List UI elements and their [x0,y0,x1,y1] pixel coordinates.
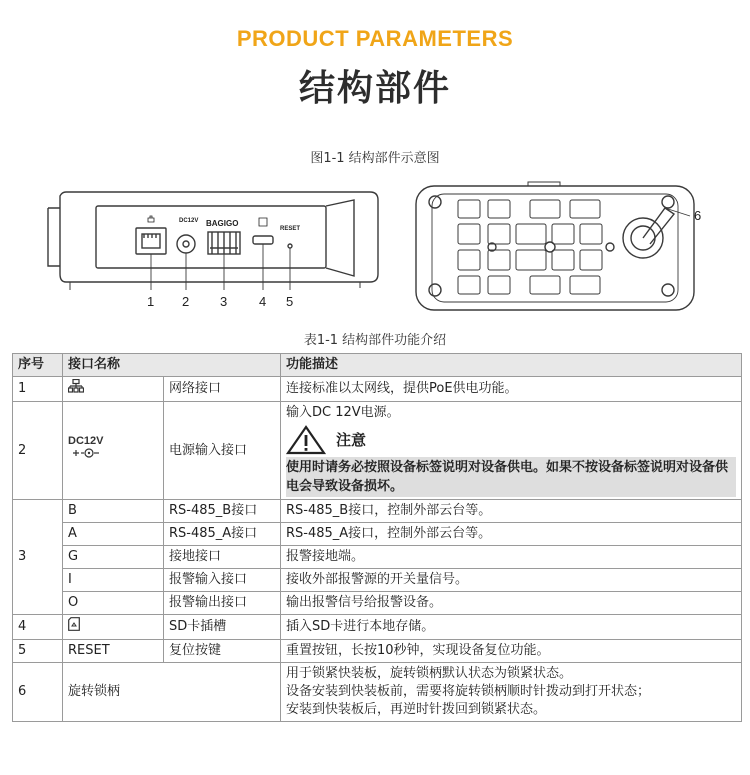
row-name: 报警输入接口 [164,569,281,592]
figure-caption: 图1-1 结构部件示意图 [310,151,440,166]
panel-labels [148,216,300,232]
row-desc: 报警接地端。 [281,546,742,569]
row-desc: 接收外部报警源的开关量信号。 [281,569,742,592]
row-name: 旋转锁柄 [63,663,281,722]
rear-panel-view [48,192,378,290]
title-english: PRODUCT PARAMETERS [236,26,514,51]
table-row [13,615,742,640]
row-desc-line: 用于锁紧快装板，旋转锁柄默认状态为锁紧状态。 [286,666,573,681]
row-name: 报警输出接口 [164,592,281,615]
table-row [13,592,742,615]
callout-2: 2 [182,294,190,309]
terminal-label: A [63,523,164,546]
bagigo-label: BAGIGO [206,219,239,228]
table-row [13,640,742,663]
dc-power-label: DC12V [68,435,104,447]
row-name: SD卡插槽 [164,615,281,640]
row-desc: RS-485_B接口，控制外部云台等。 [281,500,742,523]
reset-label: RESET [280,226,301,232]
header-desc: 功能描述 [281,354,742,377]
row-desc: 插入SD卡进行本地存储。 [281,615,742,640]
header-no: 序号 [13,354,63,377]
row-desc-line: 设备安装到快装板前，需要将旋转锁柄顺时针拨动到打开状态； [286,684,651,699]
row-no: 3 [13,500,63,615]
table-row [13,523,742,546]
table-row [13,377,742,402]
warning-icon [286,425,326,455]
parameters-table [12,353,742,722]
callout-1: 1 [147,294,155,309]
bottom-view [416,182,694,310]
device-drawing [40,178,740,318]
warning-heading [286,425,736,455]
terminal-label: I [63,569,164,592]
callout-4: 4 [259,294,267,309]
row-name: RS-485_A接口 [164,523,281,546]
row-desc [281,663,742,722]
warning-body: 使用时请务必按照设备标签说明对设备供电。如果不按设备标签说明对设备供电会导致设备损坏。 [286,457,736,497]
row-name: 接地接口 [164,546,281,569]
callout-5: 5 [286,294,294,309]
row-name: 复位按键 [164,640,281,663]
row-desc: 重置按钮，长按10秒钟，实现设备复位功能。 [281,640,742,663]
table-row [13,402,742,500]
row-no: 4 [13,615,63,640]
row-desc [281,402,742,500]
icon-cell [63,402,164,500]
table-row [13,569,742,592]
row-desc: 输出报警信号给报警设备。 [281,592,742,615]
row-no: 1 [13,377,63,402]
terminal-label: G [63,546,164,569]
row-desc: 连接标准以太网线，提供PoE供电功能。 [281,377,742,402]
warning-title: 注意 [336,431,367,449]
table-row [13,663,742,722]
dc-power-icon [68,436,103,462]
row-name: 电源输入接口 [164,402,281,500]
header-name: 接口名称 [63,354,281,377]
row-no: 5 [13,640,63,663]
row-name: RS-485_B接口 [164,500,281,523]
icon-cell [63,377,164,402]
structure-figure [40,178,740,318]
terminal-label: O [63,592,164,615]
network-port-icon [68,379,84,393]
row-desc: RS-485_A接口，控制外部云台等。 [281,523,742,546]
table-row [13,500,742,523]
table-header-row [13,354,742,377]
reset-label: RESET [63,640,164,663]
table-caption: 表1-1 结构部件功能介绍 [303,333,447,348]
sd-card-icon [68,617,80,631]
table-row [13,546,742,569]
row-desc-line: 安装到快装板后，再逆时针拨回到锁紧状态。 [286,702,547,717]
icon-cell [63,615,164,640]
row-no: 6 [13,663,63,722]
row-desc-text: 输入DC 12V电源。 [286,405,400,420]
callout-6: 6 [694,208,702,223]
dc-label: DC12V [179,218,199,224]
title-chinese: 结构部件 [298,68,451,109]
dc-polarity-icon [71,447,101,459]
row-no: 2 [13,402,63,500]
callout-3: 3 [220,294,228,309]
terminal-label: B [63,500,164,523]
row-name: 网络接口 [164,377,281,402]
